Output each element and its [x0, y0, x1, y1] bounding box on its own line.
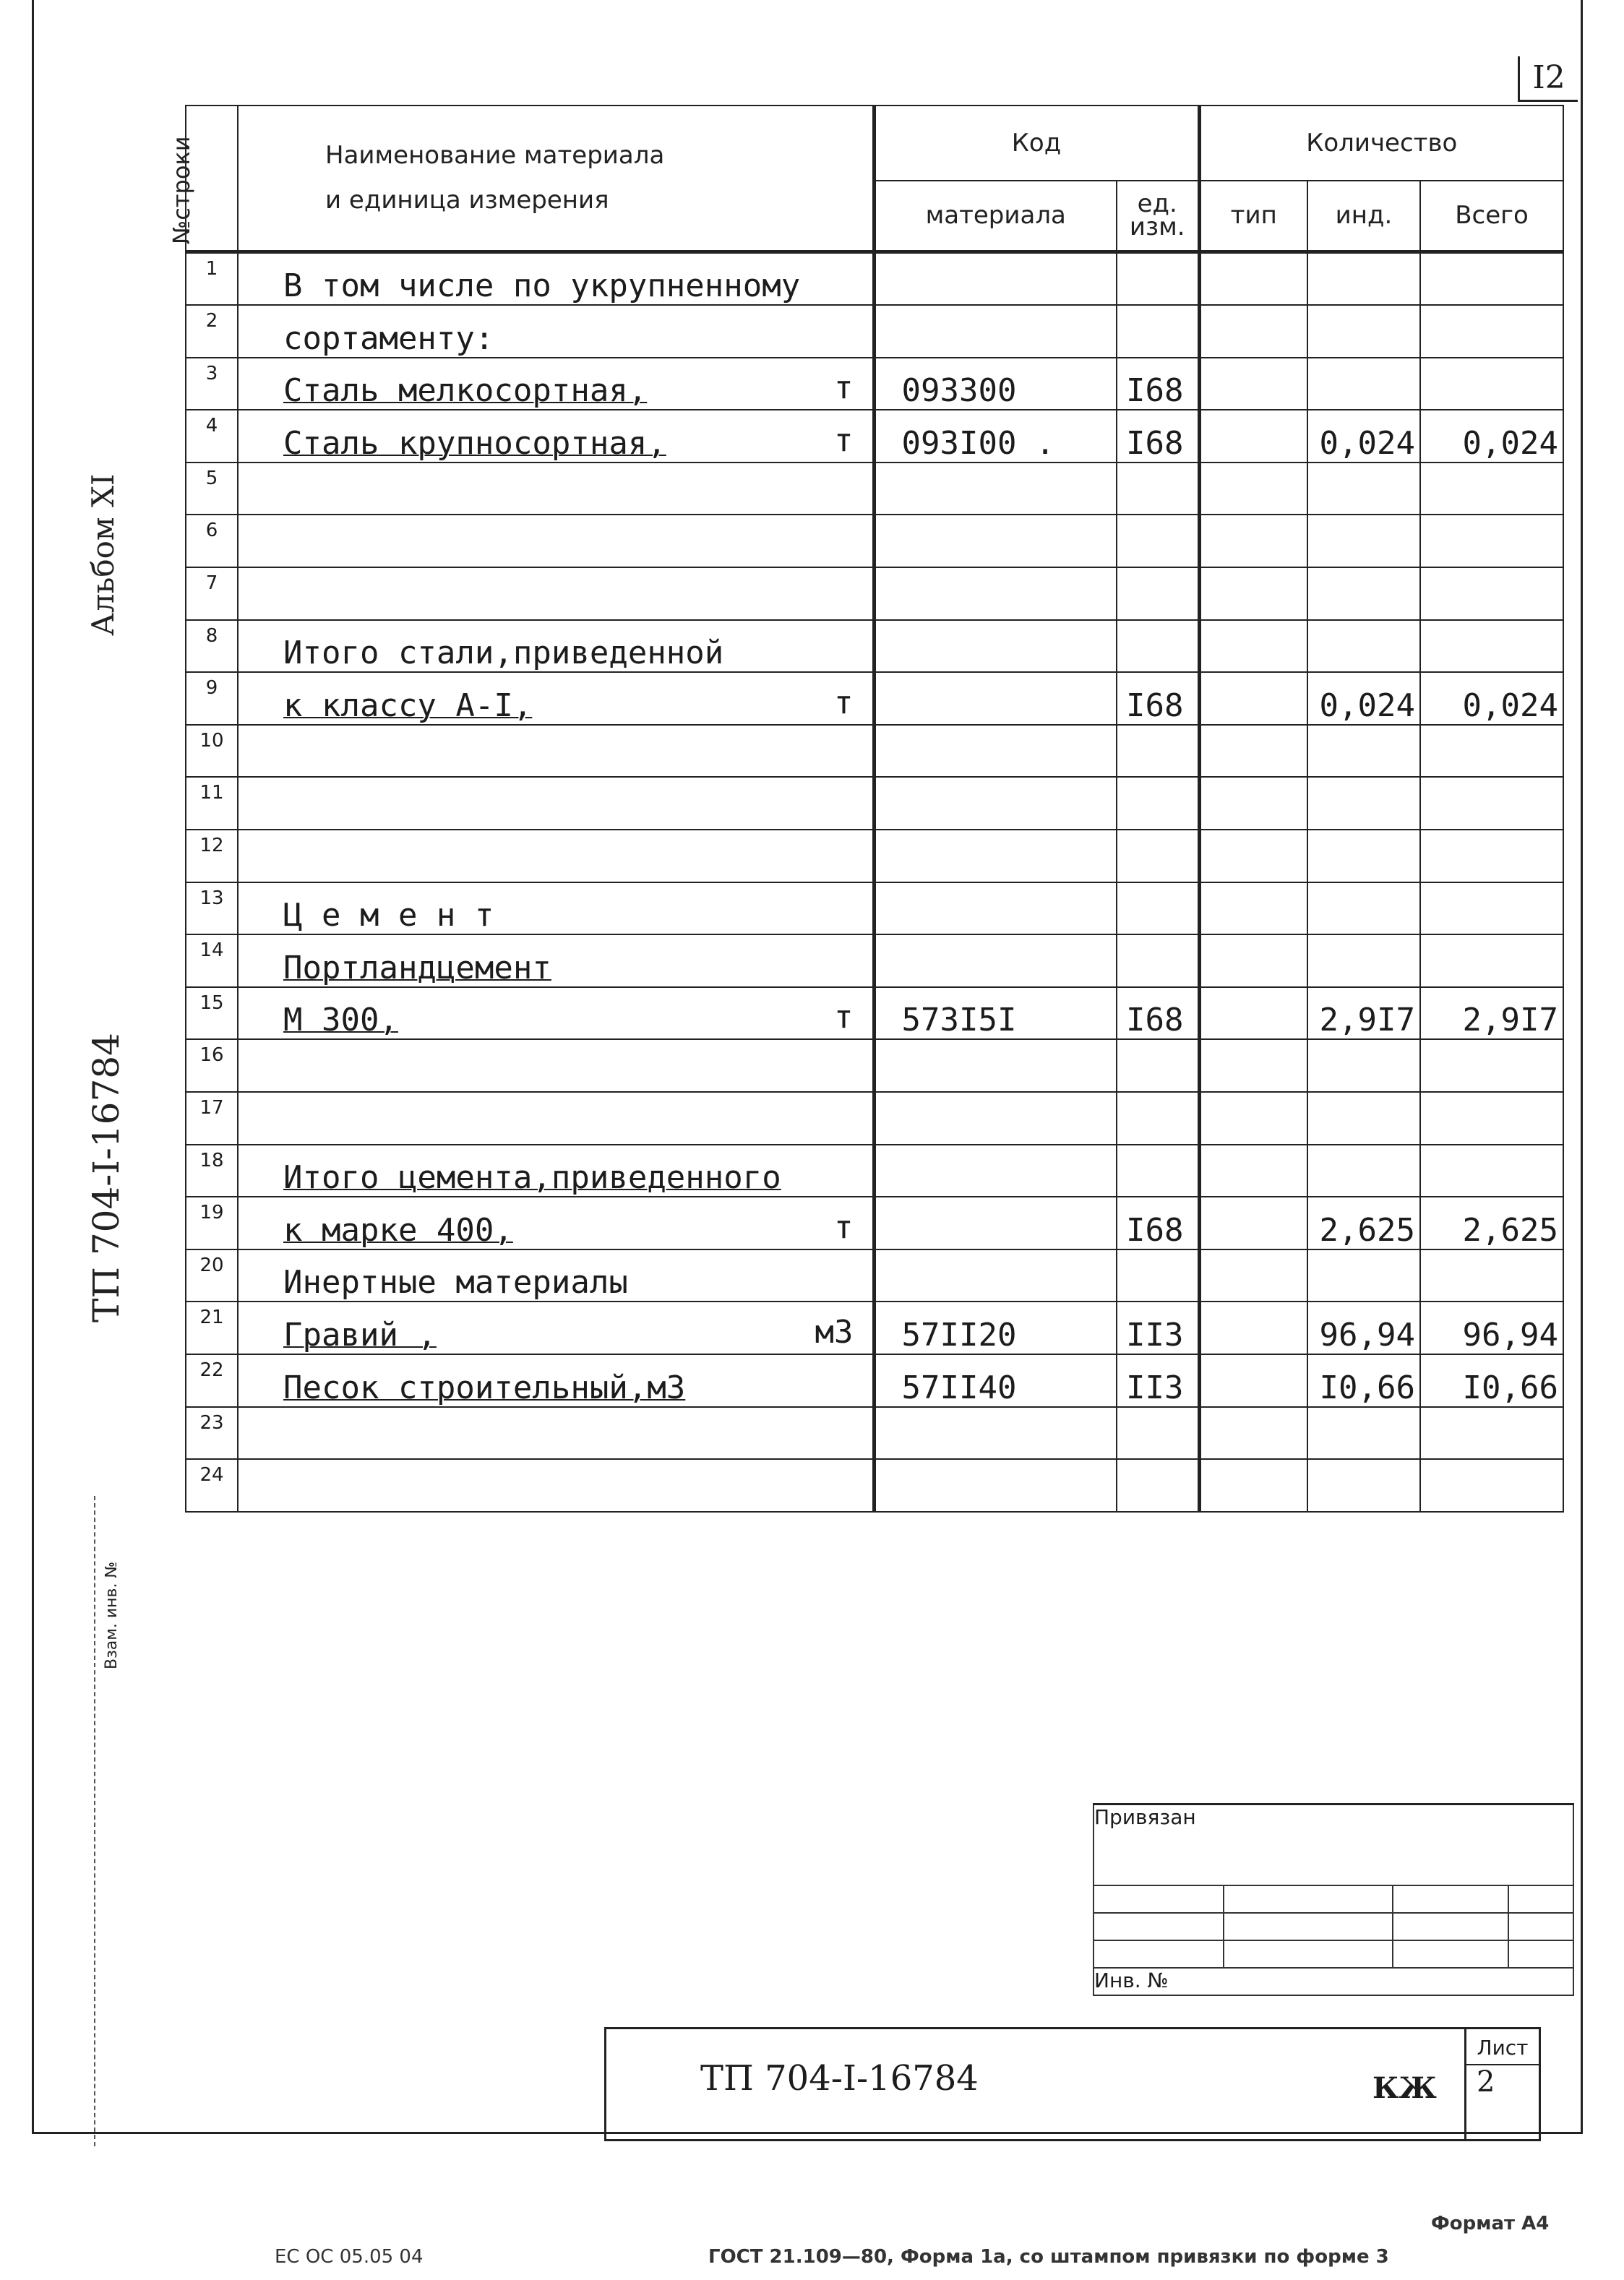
row-qty-ind — [1307, 463, 1420, 515]
row-unit-code — [1117, 1092, 1199, 1145]
stamp-sheet-label: Лист — [1466, 2029, 1539, 2065]
row-code — [874, 1249, 1117, 1302]
row-qty-total — [1420, 1407, 1563, 1460]
table-row — [186, 1354, 1563, 1407]
row-name — [238, 725, 874, 778]
row-qty-type — [1199, 1197, 1307, 1249]
row-unit-code — [1117, 882, 1199, 935]
table-row — [186, 1302, 1563, 1354]
row-number: 17 — [186, 1092, 238, 1145]
row-qty-total — [1420, 463, 1563, 515]
table-row — [186, 777, 1563, 830]
row-unit-code — [1117, 463, 1199, 515]
row-qty-ind — [1307, 1145, 1420, 1197]
row-name: Сталь крупносортная, т — [238, 410, 874, 463]
row-name — [238, 777, 874, 830]
row-qty-total — [1420, 251, 1563, 305]
header-material-name: Наименование материала и единица измерения — [238, 106, 874, 251]
row-name: Итого стали,приведенной — [238, 620, 874, 673]
row-qty-total — [1420, 725, 1563, 778]
row-qty-ind: 2,625 — [1307, 1197, 1420, 1249]
row-qty-type — [1199, 882, 1307, 935]
row-code: 093300 — [874, 358, 1117, 410]
row-qty-ind — [1307, 934, 1420, 987]
table-row — [186, 410, 1563, 463]
row-qty-ind — [1307, 777, 1420, 830]
table-row — [186, 987, 1563, 1040]
binding-stamp — [1093, 1803, 1574, 1996]
header-qty-total: Всего — [1420, 181, 1563, 251]
row-code — [874, 463, 1117, 515]
row-qty-ind: 0,024 — [1307, 672, 1420, 725]
row-number: 19 — [186, 1197, 238, 1249]
row-qty-ind: 2,9I7 — [1307, 987, 1420, 1040]
row-qty-type — [1199, 725, 1307, 778]
row-number: 11 — [186, 777, 238, 830]
row-qty-ind — [1307, 620, 1420, 673]
header-quantity: Количество — [1199, 106, 1563, 181]
table-row — [186, 1092, 1563, 1145]
row-qty-type — [1199, 410, 1307, 463]
row-number: 3 — [186, 358, 238, 410]
sheet-number: I2 — [1518, 56, 1578, 102]
row-code — [874, 620, 1117, 673]
row-unit-code — [1117, 1459, 1199, 1512]
row-qty-ind — [1307, 882, 1420, 935]
row-name: Инертные материалы — [238, 1249, 874, 1302]
row-qty-type — [1199, 777, 1307, 830]
row-number: 22 — [186, 1354, 238, 1407]
row-qty-total: 0,024 — [1420, 672, 1563, 725]
row-code — [874, 251, 1117, 305]
row-qty-total — [1420, 882, 1563, 935]
row-qty-type — [1199, 567, 1307, 620]
table-row — [186, 830, 1563, 882]
table-row — [186, 567, 1563, 620]
row-qty-type — [1199, 305, 1307, 358]
header-code-material: материала — [874, 181, 1117, 251]
row-qty-ind — [1307, 1459, 1420, 1512]
header-row-number: №строки — [186, 106, 238, 251]
row-name: к классу А-I, т — [238, 672, 874, 725]
row-unit-code — [1117, 725, 1199, 778]
row-number: 18 — [186, 1145, 238, 1197]
row-qty-total: 96,94 — [1420, 1302, 1563, 1354]
table-row — [186, 934, 1563, 987]
row-qty-total — [1420, 777, 1563, 830]
row-qty-ind — [1307, 567, 1420, 620]
row-qty-total — [1420, 830, 1563, 882]
stamp-project-code: ТП 704-I-16784 — [700, 2058, 979, 2099]
row-qty-total — [1420, 1249, 1563, 1302]
row-code — [874, 725, 1117, 778]
row-qty-ind — [1307, 830, 1420, 882]
row-name — [238, 830, 874, 882]
row-qty-type — [1199, 251, 1307, 305]
row-name: Ц е м е н т — [238, 882, 874, 935]
row-unit-code — [1117, 830, 1199, 882]
table-row — [186, 305, 1563, 358]
stamp-mark: КЖ — [1372, 2071, 1437, 2105]
row-unit-code — [1117, 1039, 1199, 1092]
row-code — [874, 305, 1117, 358]
table-row — [186, 515, 1563, 567]
row-number: 23 — [186, 1407, 238, 1460]
row-qty-type — [1199, 1302, 1307, 1354]
header-code-unit: ед. изм. — [1117, 181, 1199, 251]
row-name — [238, 1039, 874, 1092]
row-name: сортаменту: — [238, 305, 874, 358]
row-qty-total: I0,66 — [1420, 1354, 1563, 1407]
row-number: 21 — [186, 1302, 238, 1354]
row-number: 13 — [186, 882, 238, 935]
table-row — [186, 725, 1563, 778]
table-row — [186, 251, 1563, 305]
row-unit-code — [1117, 567, 1199, 620]
footer-gost: ГОСТ 21.109—80, Форма 1а, со штампом привязки по форме 3 — [708, 2246, 1389, 2268]
row-qty-total: 2,625 — [1420, 1197, 1563, 1249]
row-qty-ind — [1307, 515, 1420, 567]
row-qty-type — [1199, 1354, 1307, 1407]
row-name: В том числе по укрупненному — [238, 251, 874, 305]
row-unit-code — [1117, 1145, 1199, 1197]
row-qty-ind — [1307, 358, 1420, 410]
row-number: 24 — [186, 1459, 238, 1512]
row-unit: т — [834, 369, 854, 407]
header-code: Код — [874, 106, 1199, 181]
row-qty-type — [1199, 463, 1307, 515]
table-row — [186, 882, 1563, 935]
row-unit-code — [1117, 305, 1199, 358]
row-name: Гравий , м3 — [238, 1302, 874, 1354]
row-code: 093I00 . — [874, 410, 1117, 463]
row-name — [238, 1407, 874, 1460]
table-row — [186, 620, 1563, 673]
row-code: 57II20 — [874, 1302, 1117, 1354]
row-qty-total — [1420, 1039, 1563, 1092]
row-unit: т — [834, 684, 854, 721]
row-code — [874, 1039, 1117, 1092]
row-number: 12 — [186, 830, 238, 882]
footer-left-code: EC OC 05.05 04 — [275, 2246, 424, 2268]
row-number: 5 — [186, 463, 238, 515]
row-unit-code: I68 — [1117, 672, 1199, 725]
row-code — [874, 1407, 1117, 1460]
table-row — [186, 1459, 1563, 1512]
row-number: 1 — [186, 251, 238, 305]
row-qty-type — [1199, 620, 1307, 673]
row-qty-ind: 0,024 — [1307, 410, 1420, 463]
row-unit-code — [1117, 515, 1199, 567]
row-name — [238, 1092, 874, 1145]
table-row — [186, 1145, 1563, 1197]
row-unit-code: II3 — [1117, 1302, 1199, 1354]
left-stamp-label: Взам. инв. № — [103, 1561, 121, 1669]
row-qty-type — [1199, 987, 1307, 1040]
row-code — [874, 1197, 1117, 1249]
row-unit-code — [1117, 1407, 1199, 1460]
album-label: Альбом XI — [85, 473, 121, 636]
row-number: 8 — [186, 620, 238, 673]
row-number: 20 — [186, 1249, 238, 1302]
footer-format: Формат А4 — [1431, 2213, 1550, 2234]
row-number: 6 — [186, 515, 238, 567]
row-name — [238, 567, 874, 620]
row-code: 573I5I — [874, 987, 1117, 1040]
row-unit-code: I68 — [1117, 410, 1199, 463]
row-name: М 300, т — [238, 987, 874, 1040]
row-unit-code: I68 — [1117, 987, 1199, 1040]
row-qty-ind: 96,94 — [1307, 1302, 1420, 1354]
row-qty-type — [1199, 1407, 1307, 1460]
row-number: 2 — [186, 305, 238, 358]
table-row — [186, 463, 1563, 515]
project-code-vertical: ТП 704-I-16784 — [85, 1033, 127, 1322]
row-code — [874, 515, 1117, 567]
header-qty-ind: инд. — [1307, 181, 1420, 251]
row-code — [874, 882, 1117, 935]
row-qty-total — [1420, 1092, 1563, 1145]
row-qty-type — [1199, 1145, 1307, 1197]
row-unit-code: II3 — [1117, 1354, 1199, 1407]
row-number: 7 — [186, 567, 238, 620]
row-qty-total: 0,024 — [1420, 410, 1563, 463]
stamp-sheet-box — [1464, 2029, 1539, 2139]
row-name: к марке 400, т — [238, 1197, 874, 1249]
row-qty-ind — [1307, 725, 1420, 778]
row-qty-ind — [1307, 305, 1420, 358]
row-qty-total — [1420, 934, 1563, 987]
row-name: Песок строительный,м3 — [238, 1354, 874, 1407]
row-unit-code: I68 — [1117, 358, 1199, 410]
row-qty-ind — [1307, 1092, 1420, 1145]
row-name — [238, 515, 874, 567]
title-stamp — [604, 2027, 1541, 2141]
row-code — [874, 1459, 1117, 1512]
row-code — [874, 567, 1117, 620]
row-code — [874, 777, 1117, 830]
row-unit: т — [834, 421, 854, 459]
row-qty-total — [1420, 620, 1563, 673]
row-unit-code: I68 — [1117, 1197, 1199, 1249]
inventory-number-label: Инв. № — [1094, 1968, 1573, 1995]
table-row — [186, 1407, 1563, 1460]
table-row — [186, 1197, 1563, 1249]
row-name: Сталь мелкосортная, т — [238, 358, 874, 410]
row-code — [874, 830, 1117, 882]
row-qty-type — [1199, 1459, 1307, 1512]
table-row — [186, 1039, 1563, 1092]
row-qty-total — [1420, 358, 1563, 410]
row-qty-type — [1199, 830, 1307, 882]
row-qty-total — [1420, 1459, 1563, 1512]
row-name: Портландцемент — [238, 934, 874, 987]
row-qty-ind — [1307, 251, 1420, 305]
row-unit-code — [1117, 620, 1199, 673]
row-unit-code — [1117, 251, 1199, 305]
row-name: Итого цемента,приведенного — [238, 1145, 874, 1197]
row-number: 16 — [186, 1039, 238, 1092]
row-number: 14 — [186, 934, 238, 987]
row-unit-code — [1117, 777, 1199, 830]
row-qty-total: 2,9I7 — [1420, 987, 1563, 1040]
row-qty-type — [1199, 672, 1307, 725]
material-spec-table — [168, 105, 1564, 1513]
row-number: 4 — [186, 410, 238, 463]
row-code — [874, 1092, 1117, 1145]
table-row — [186, 358, 1563, 410]
row-qty-ind: I0,66 — [1307, 1354, 1420, 1407]
row-qty-type — [1199, 515, 1307, 567]
row-unit: т — [834, 1208, 854, 1246]
header-qty-type: тип — [1199, 181, 1307, 251]
row-qty-total — [1420, 515, 1563, 567]
row-qty-total — [1420, 305, 1563, 358]
binding-label: Привязан — [1094, 1804, 1573, 1886]
row-qty-ind — [1307, 1407, 1420, 1460]
row-unit: м3 — [815, 1313, 854, 1351]
row-unit: т — [834, 999, 854, 1036]
row-code — [874, 672, 1117, 725]
row-number: 15 — [186, 987, 238, 1040]
table-row — [186, 672, 1563, 725]
row-name — [238, 463, 874, 515]
left-stamp-strip — [94, 1496, 189, 2146]
row-qty-type — [1199, 1249, 1307, 1302]
row-code: 57II40 — [874, 1354, 1117, 1407]
row-qty-total — [1420, 567, 1563, 620]
table-row — [186, 1249, 1563, 1302]
row-qty-ind — [1307, 1039, 1420, 1092]
row-code — [874, 934, 1117, 987]
row-qty-type — [1199, 934, 1307, 987]
row-unit-code — [1117, 934, 1199, 987]
row-code — [874, 1145, 1117, 1197]
stamp-sheet-value: 2 — [1477, 2065, 1495, 2099]
row-qty-type — [1199, 358, 1307, 410]
row-number: 10 — [186, 725, 238, 778]
row-qty-type — [1199, 1039, 1307, 1092]
row-name — [238, 1459, 874, 1512]
row-number: 9 — [186, 672, 238, 725]
row-qty-ind — [1307, 1249, 1420, 1302]
row-unit-code — [1117, 1249, 1199, 1302]
row-qty-type — [1199, 1092, 1307, 1145]
row-qty-total — [1420, 1145, 1563, 1197]
